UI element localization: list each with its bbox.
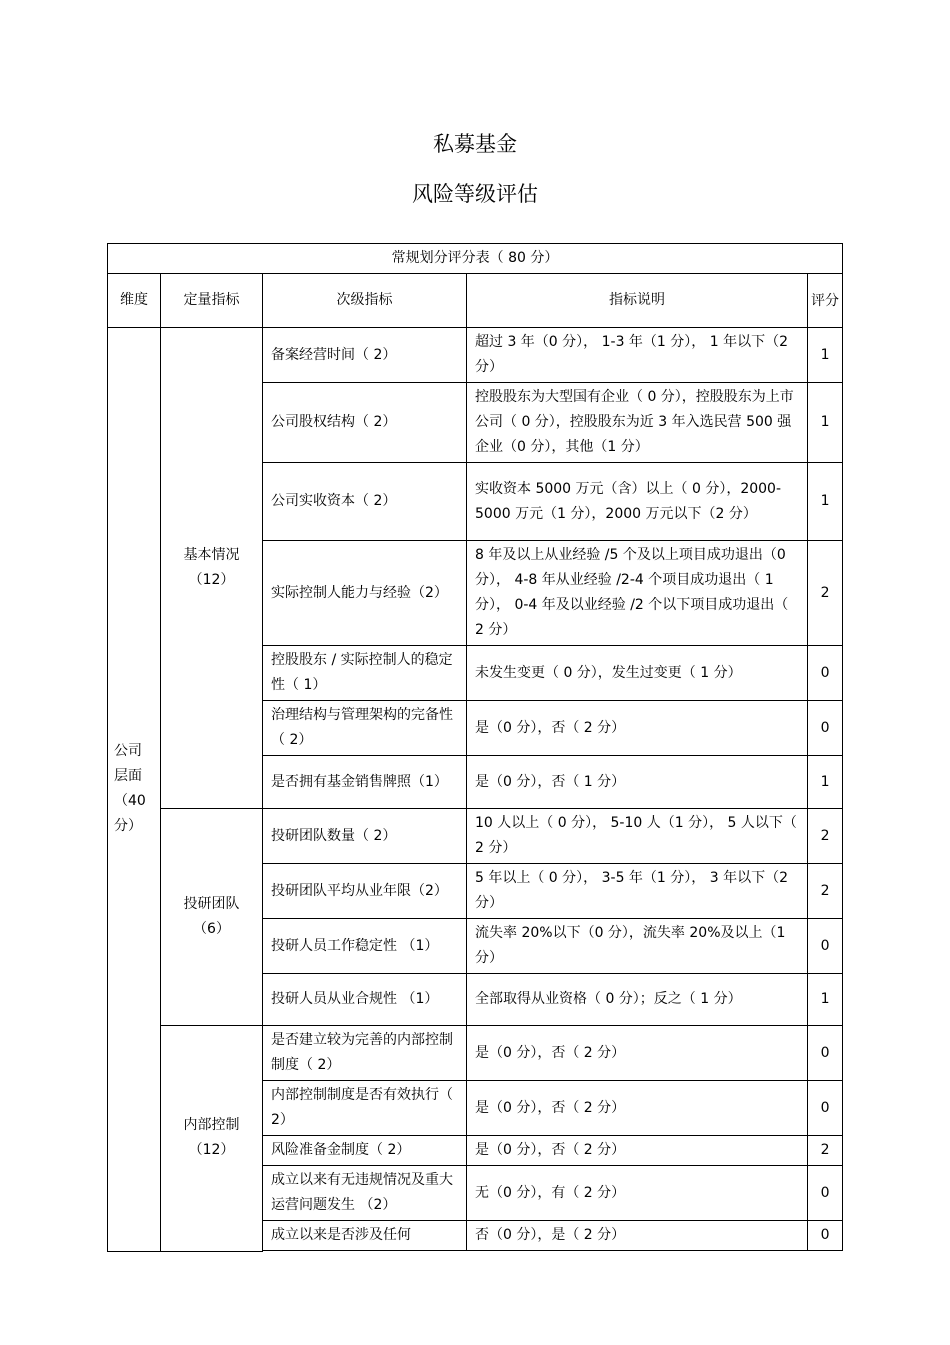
document-title: 私募基金 — [433, 132, 517, 156]
group-cell: 内部控制（12） — [161, 1026, 263, 1252]
indicator-cell: 控股股东 / 实际控制人的稳定性（ 1） — [263, 646, 467, 701]
group-cell: 投研团队（6） — [161, 809, 263, 1026]
desc-cell: 实收资本 5000 万元（含）以上（ 0 分），2000-5000 万元（1 分），2000 万元以下（2 分） — [467, 463, 808, 541]
indicator-cell: 是否拥有基金销售牌照（1） — [263, 756, 467, 809]
desc-cell: 8 年及以上从业经验 /5 个及以上项目成功退出（0 分）， 4-8 年从业经验 /2-4 个项目成功退出（ 1 分）， 0-4 年及以业经验 /2 个以下项目成功退出（ 2 分） — [467, 541, 808, 646]
score-cell: 1 — [808, 383, 843, 463]
score-cell: 1 — [808, 328, 843, 383]
indicator-cell: 公司股权结构（ 2） — [263, 383, 467, 463]
desc-cell: 全部取得从业资格（ 0 分）；反之（ 1 分） — [467, 974, 808, 1026]
indicator-cell: 治理结构与管理架构的完备性（ 2） — [263, 701, 467, 756]
score-cell: 1 — [808, 463, 843, 541]
score-cell: 0 — [808, 919, 843, 974]
indicator-cell: 内部控制制度是否有效执行（ 2） — [263, 1081, 467, 1136]
score-cell: 0 — [808, 701, 843, 756]
score-cell: 0 — [808, 1026, 843, 1081]
desc-cell: 控股股东为大型国有企业（ 0 分），控股股东为上市公司（ 0 分），控股股东为近 3 年入选民营 500 强企业（0 分），其他（1 分） — [467, 383, 808, 463]
scoring-table — [107, 243, 843, 1252]
table-caption: 常规划分评分表（ 80 分） — [108, 244, 843, 274]
document-subtitle: 风险等级评估 — [412, 182, 538, 206]
indicator-cell: 实际控制人能力与经验（2） — [263, 541, 467, 646]
score-cell: 0 — [808, 1166, 843, 1221]
score-cell: 0 — [808, 1221, 843, 1251]
table-row — [108, 328, 843, 383]
desc-cell: 流失率 20%以下（0 分），流失率 20%及以上（1 分） — [467, 919, 808, 974]
desc-cell: 是（0 分），否（ 2 分） — [467, 1136, 808, 1166]
indicator-cell: 投研团队平均从业年限（2） — [263, 864, 467, 919]
indicator-cell: 风险准备金制度（ 2） — [263, 1136, 467, 1166]
desc-cell: 无（0 分），有（ 2 分） — [467, 1166, 808, 1221]
score-cell: 2 — [808, 809, 843, 864]
indicator-cell: 成立以来有无违规情况及重大运营问题发生 （2） — [263, 1166, 467, 1221]
table-row — [108, 809, 843, 864]
desc-cell: 是（0 分），否（ 2 分） — [467, 701, 808, 756]
score-cell: 2 — [808, 864, 843, 919]
table-row — [108, 1026, 843, 1081]
desc-cell: 超过 3 年（0 分）， 1-3 年（1 分）， 1 年以下（2 分） — [467, 328, 808, 383]
dimension-cell: 公司层面（40分） — [108, 328, 161, 1252]
indicator-cell: 成立以来是否涉及任何 — [263, 1221, 467, 1251]
header-quant: 定量指标 — [161, 274, 263, 328]
score-cell: 0 — [808, 1081, 843, 1136]
score-cell: 0 — [808, 646, 843, 701]
indicator-cell: 是否建立较为完善的内部控制制度（ 2） — [263, 1026, 467, 1081]
indicator-cell: 投研人员工作稳定性 （1） — [263, 919, 467, 974]
desc-cell: 10 人以上（ 0 分）， 5-10 人（1 分）， 5 人以下（ 2 分） — [467, 809, 808, 864]
desc-cell: 是（0 分），否（ 1 分） — [467, 756, 808, 809]
score-cell: 2 — [808, 1136, 843, 1166]
score-cell: 2 — [808, 541, 843, 646]
indicator-cell: 备案经营时间（ 2） — [263, 328, 467, 383]
header-dimension: 维度 — [108, 274, 161, 328]
desc-cell: 5 年以上（ 0 分）， 3-5 年（1 分）， 3 年以下（2 分） — [467, 864, 808, 919]
header-sub: 次级指标 — [263, 274, 467, 328]
desc-cell: 是（0 分），否（ 2 分） — [467, 1026, 808, 1081]
desc-cell: 未发生变更（ 0 分），发生过变更（ 1 分） — [467, 646, 808, 701]
indicator-cell: 公司实收资本（ 2） — [263, 463, 467, 541]
header-score: 评分 — [808, 274, 843, 328]
group-cell: 基本情况（12） — [161, 328, 263, 809]
score-cell: 1 — [808, 974, 843, 1026]
indicator-cell: 投研团队数量（ 2） — [263, 809, 467, 864]
header-desc: 指标说明 — [467, 274, 808, 328]
indicator-cell: 投研人员从业合规性 （1） — [263, 974, 467, 1026]
desc-cell: 是（0 分），否（ 2 分） — [467, 1081, 808, 1136]
desc-cell: 否（0 分），是（ 2 分） — [467, 1221, 808, 1251]
score-cell: 1 — [808, 756, 843, 809]
